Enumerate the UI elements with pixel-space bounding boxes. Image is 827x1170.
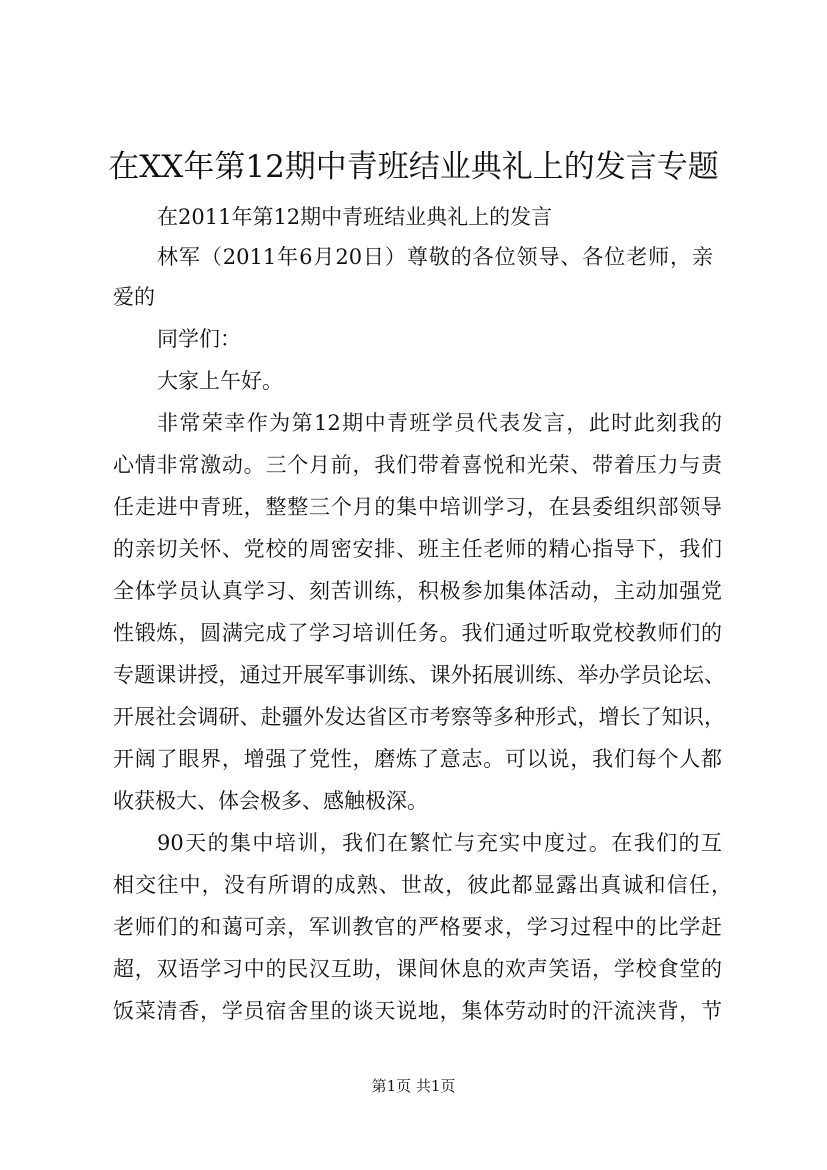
body-line-text: 性锻炼，圆满完成了学习培训任务。我们通过听取党校教师们的 bbox=[113, 621, 722, 645]
page-footer: 第1页 共1页 bbox=[371, 1077, 456, 1095]
body-line-text: 相交往中，没有所谓的成熟、世故，彼此都显露出真诚和信任， bbox=[113, 873, 732, 897]
body-line-text: 在2011年第12期中青班结业典礼上的发言 bbox=[157, 205, 553, 229]
body-line-text: 爱的 bbox=[113, 285, 155, 309]
body-line-text: 的亲切关怀、党校的周密安排、班主任老师的精心指导下，我们 bbox=[113, 537, 722, 561]
body-line-text: 开展社会调研、赴疆外发达省区市考察等多种形式，增长了知识， bbox=[113, 705, 725, 729]
body-line-text: 超，双语学习中的民汉互助，课间休息的欢声笑语，学校食堂的 bbox=[113, 957, 722, 981]
body-line-text: 心情非常激动。三个月前，我们带着喜悦和光荣、带着压力与责 bbox=[113, 453, 722, 477]
body-line-text: 大家上午好。 bbox=[157, 369, 283, 393]
body-line-text: 同学们： bbox=[157, 327, 241, 351]
body-line-text: 老师们的和蔼可亲，军训教官的严格要求，学习过程中的比学赶 bbox=[113, 915, 722, 939]
body-line-text: 全体学员认真学习、刻苦训练，积极参加集体活动，主动加强党 bbox=[113, 579, 722, 603]
body-line-text: 收获极大、体会极多、感触极深。 bbox=[113, 789, 428, 813]
body-line-text: 专题课讲授，通过开展军事训练、课外拓展训练、举办学员论坛、 bbox=[113, 663, 725, 687]
body-line-text: 非常荣幸作为第12期中青班学员代表发言，此时此刻我的 bbox=[157, 411, 722, 435]
body-line-text: 90天的集中培训，我们在繁忙与充实中度过。在我们的互 bbox=[157, 831, 722, 855]
body-line-text: 开阔了眼界，增强了党性，磨炼了意志。可以说，我们每个人都 bbox=[113, 747, 722, 771]
body-line-text: 林军（2011年6月20日）尊敬的各位领导、各位老师，亲 bbox=[157, 245, 713, 269]
body-line-text: 饭菜清香，学员宿舍里的谈天说地，集体劳动时的汗流浃背，节 bbox=[113, 999, 722, 1023]
document-title: 在XX年第12期中青班结业典礼上的发言专题 bbox=[108, 149, 719, 185]
body-line-text: 任走进中青班，整整三个月的集中培训学习，在县委组织部领导 bbox=[113, 495, 722, 519]
